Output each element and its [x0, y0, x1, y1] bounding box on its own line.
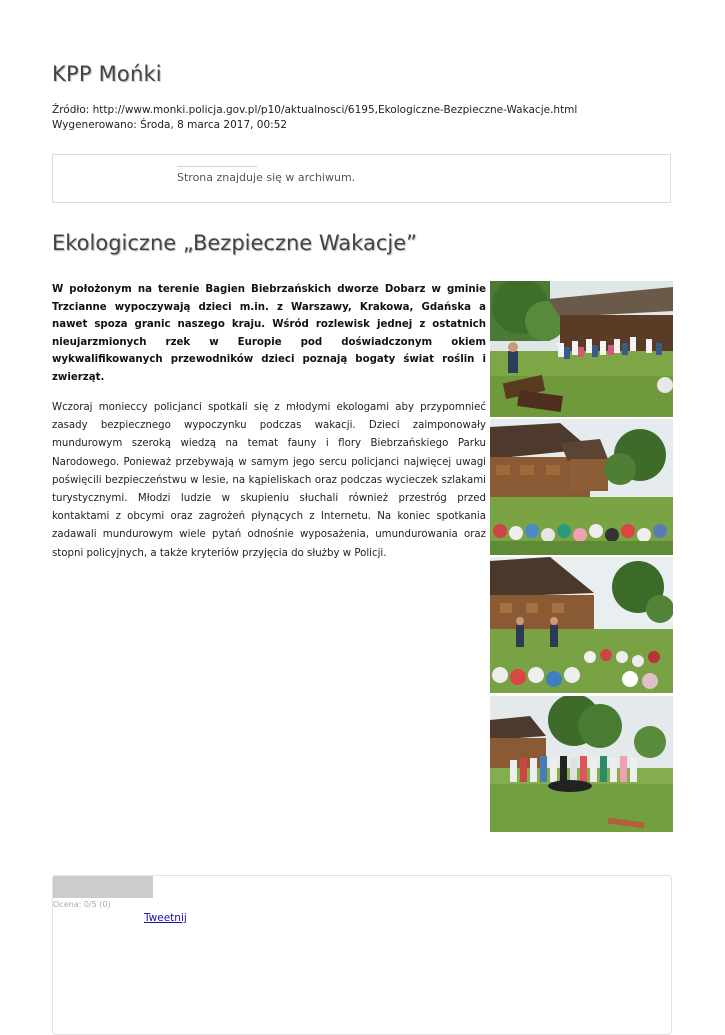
- article-photo-3: [490, 557, 673, 693]
- print-meta: [52, 103, 577, 132]
- article-title: Ekologiczne „Bezpieczne Wakacje”: [52, 231, 418, 255]
- rating-text: Ocena: 0/5 (0): [53, 900, 111, 909]
- rating-stars-bar[interactable]: [53, 876, 153, 898]
- article-photo-1: [490, 281, 673, 417]
- article-photo-2: [490, 419, 673, 555]
- article-lead: W położonym na terenie Bagien Biebrzańskich dworze Dobarz w gminie Trzcianne wypoczywają dzieci m.in. z Warszawy, Krakowa, Gdańska a nawet spoza granic naszego kraju. Wśród rozlewisk jednej z ostatnich nieujarzmionych rzek w Europie pod doświadczonym okiem wykwalifikowanych przewodników dzieci poznają bogaty świat roślin i zwierząt.: [52, 284, 486, 383]
- rating-panel: [52, 875, 672, 1035]
- site-title: KPP Mońki: [52, 62, 162, 86]
- divider: [177, 166, 257, 167]
- generated-date: Wygenerowano: Środa, 8 marca 2017, 00:52: [52, 118, 288, 131]
- source-url: Źródło: http://www.monki.policja.gov.pl/p10/aktualnosci/6195,Ekologiczne-Bezpieczne-Wakacje.html: [52, 104, 578, 116]
- article-photo-4: [490, 696, 673, 832]
- archive-notice-text: Strona znajduje się w archiwum.: [177, 171, 356, 184]
- archive-notice: [52, 154, 671, 203]
- tweet-link[interactable]: Tweetnij: [144, 912, 187, 924]
- article-body: Wczoraj monieccy policjanci spotkali się z młodymi ekologami aby przypomnieć zasady bezpiecznego wypoczynku podczas wakacji. Dzieci zaimponowały mundurowym szeroką wiedzą na temat fauny i flory Biebrzańskiego Parku Narodowego. Ponieważ przebywają w samym jego sercu policjanci najwięcej uwagi poświęcili bezpieczeństwu w lesie, na kąpieliskach oraz podczas wycieczek szlakami turystycznymi. Młodzi ludzie w skupieniu słuchali również przestróg przed kontaktami z obcymi oraz zagrożeń płynących z Internetu. Na koniec spotkania zadawali mundurowym wiele pytań odnośnie wyposażenia, umundurowania oraz stopni policyjnych, a także kryteriów przyjęcia do służby w Policji.: [52, 402, 486, 559]
